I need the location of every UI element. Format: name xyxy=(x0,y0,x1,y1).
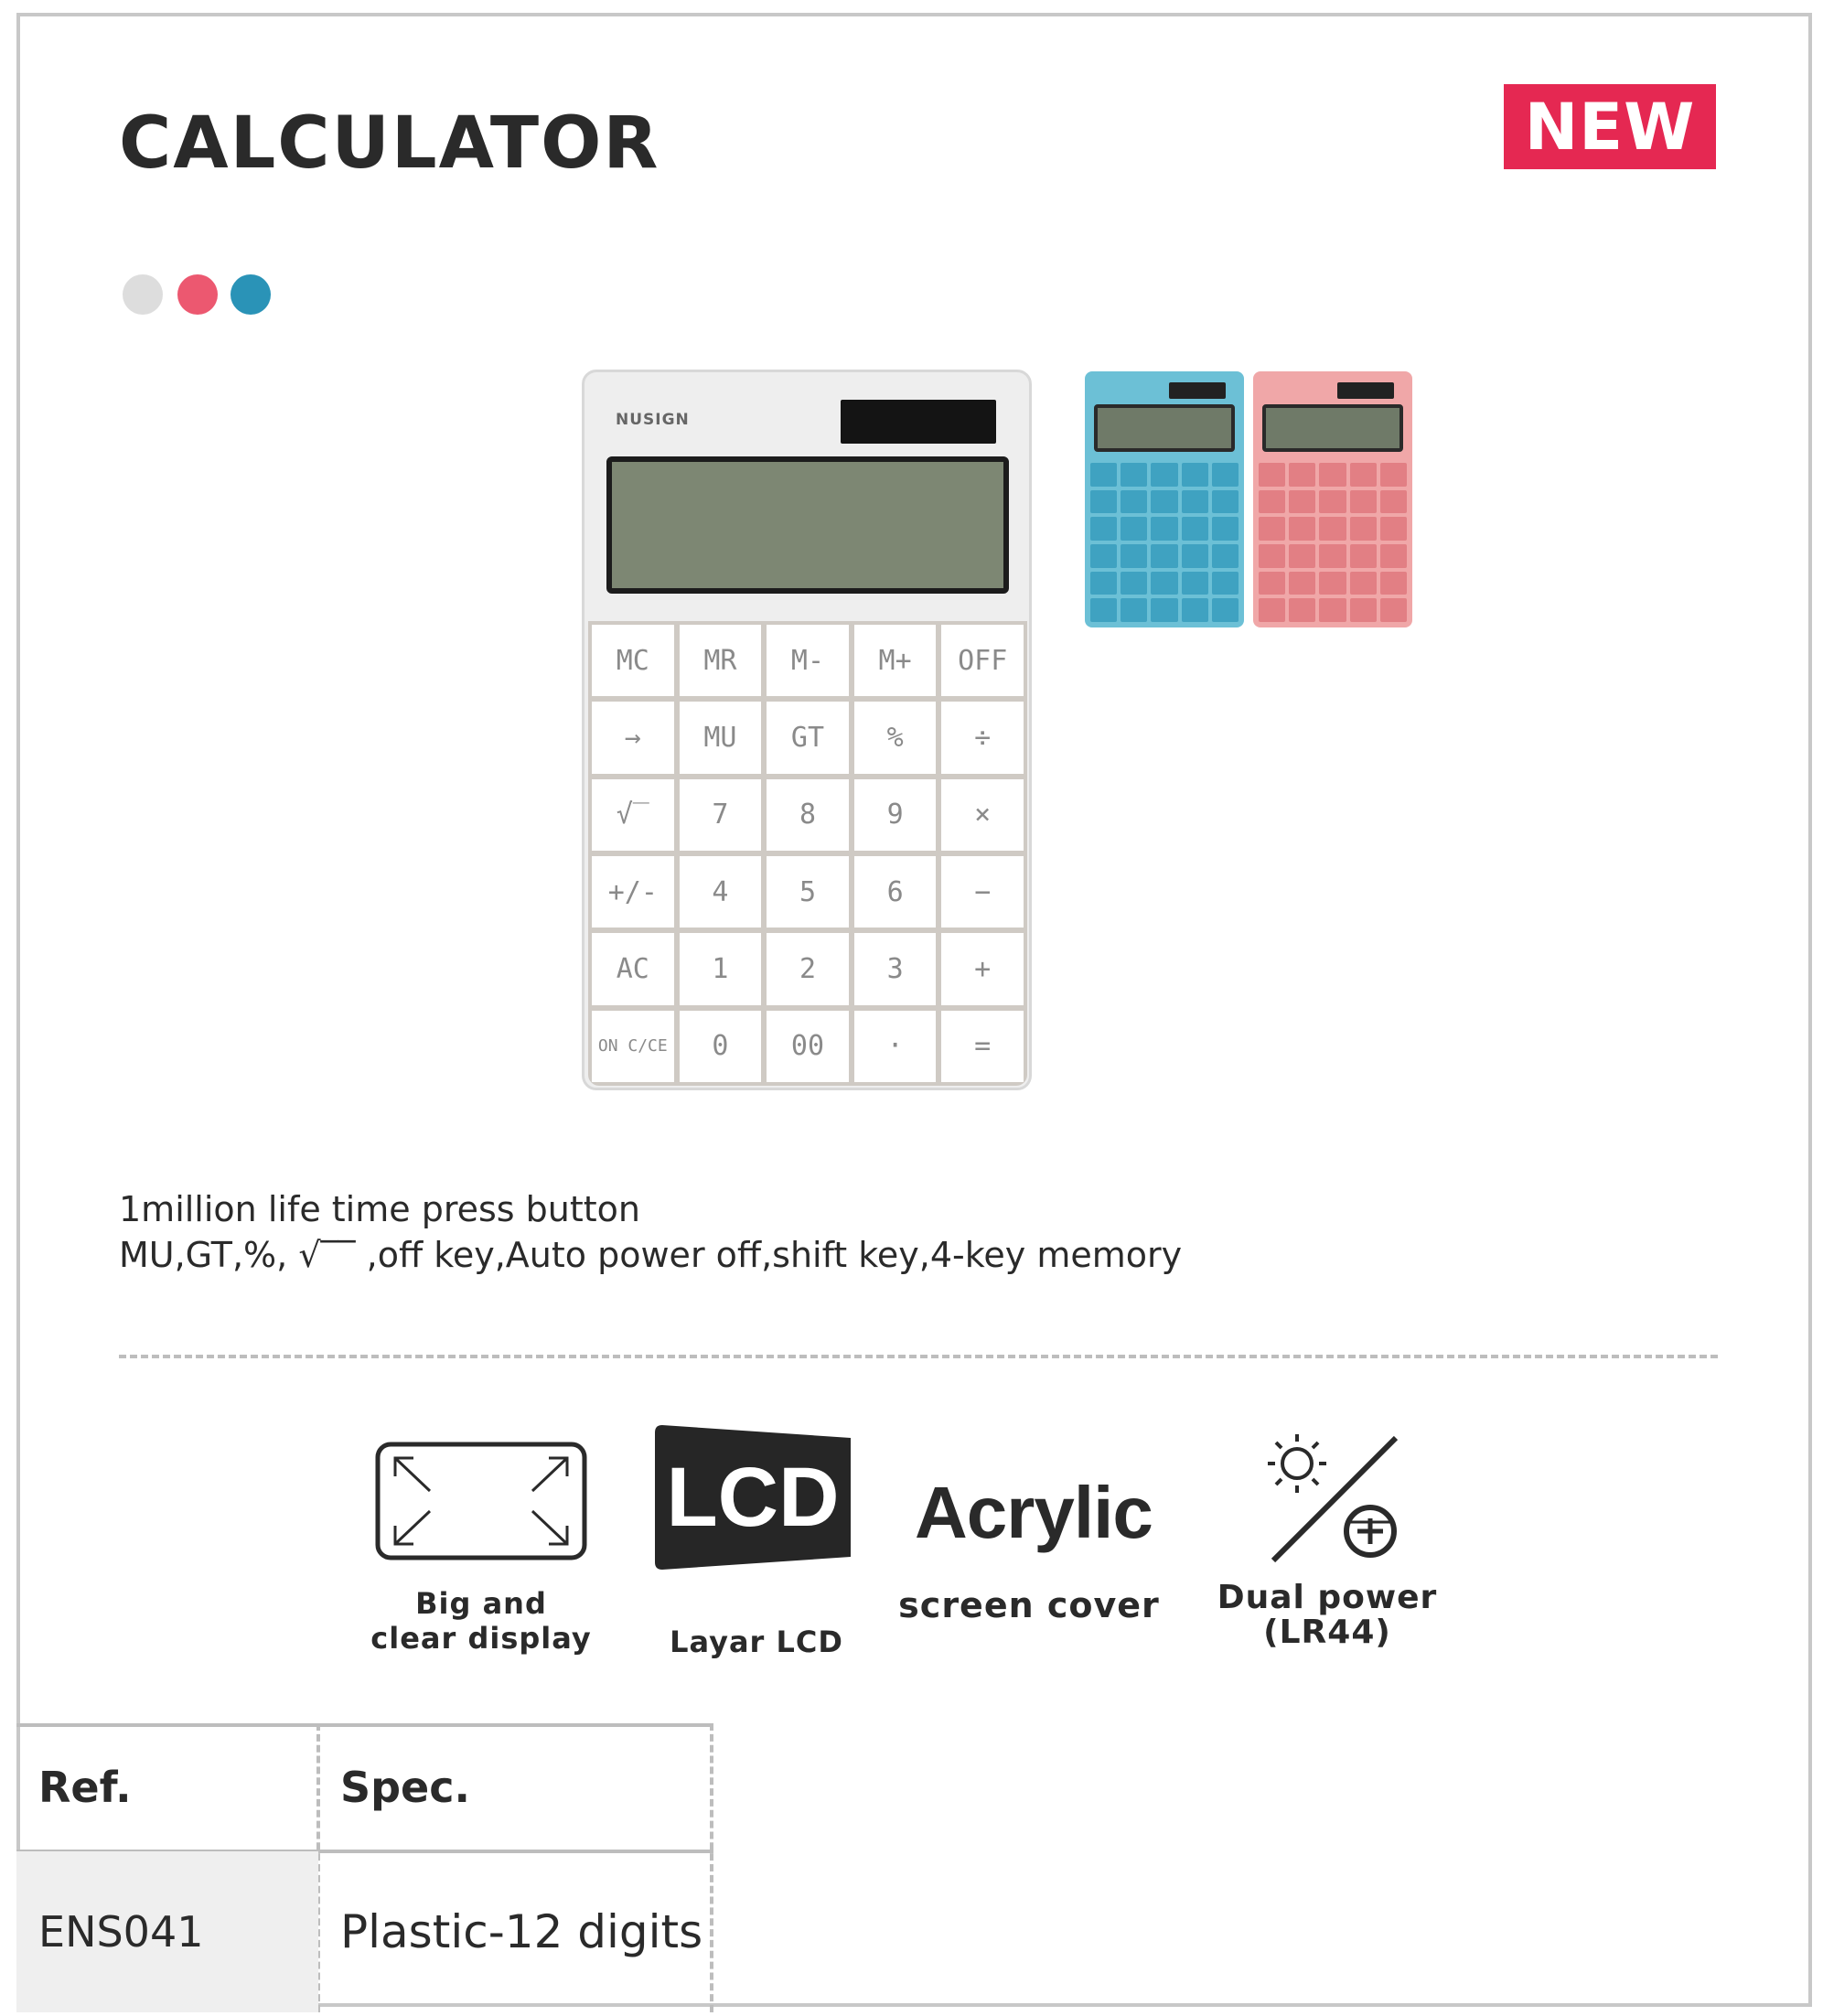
mini-key xyxy=(1182,544,1208,568)
mini-key xyxy=(1121,544,1147,568)
mini-key xyxy=(1090,598,1117,622)
ref-value: ENS041 xyxy=(16,1851,318,2012)
mini-key xyxy=(1319,490,1346,514)
calculator-key: +/- xyxy=(592,856,674,928)
mini-key xyxy=(1090,517,1117,541)
mini-key xyxy=(1121,517,1147,541)
calculator-key: OFF xyxy=(941,625,1024,696)
description-line-1: 1million life time press button xyxy=(119,1189,641,1229)
mini-key xyxy=(1212,463,1239,487)
mini-key xyxy=(1212,572,1239,595)
mini-key xyxy=(1090,572,1117,595)
color-swatch-blue[interactable] xyxy=(231,274,271,315)
mini-key xyxy=(1319,598,1346,622)
mini-key xyxy=(1090,544,1117,568)
calculator-key: − xyxy=(941,856,1024,928)
mini-key xyxy=(1380,517,1407,541)
calculator-key: 5 xyxy=(767,856,849,928)
mini-key xyxy=(1319,572,1346,595)
spec-table xyxy=(16,1723,713,2012)
solar-panel xyxy=(841,400,996,444)
solar-panel xyxy=(1337,382,1394,399)
mini-key xyxy=(1259,598,1285,622)
mini-key xyxy=(1289,490,1315,514)
mini-key xyxy=(1212,490,1239,514)
mini-key xyxy=(1289,517,1315,541)
mini-key xyxy=(1350,598,1377,622)
calculator-pink-variant xyxy=(1253,371,1412,627)
calculator-key: 6 xyxy=(854,856,937,928)
expand-display-icon xyxy=(375,1442,587,1560)
dual-power-icon xyxy=(1253,1423,1409,1564)
mini-key xyxy=(1380,572,1407,595)
color-swatch-grey[interactable] xyxy=(123,274,163,315)
mini-key xyxy=(1350,463,1377,487)
calculator-key: 1 xyxy=(680,933,762,1004)
feature-display-label xyxy=(359,1586,604,1656)
calculator-key: GT xyxy=(767,702,849,773)
lcd-icon xyxy=(655,1425,851,1570)
mini-key xyxy=(1090,490,1117,514)
mini-key xyxy=(1289,463,1315,487)
mini-key xyxy=(1259,544,1285,568)
mini-key xyxy=(1182,598,1208,622)
calculator-key: MR xyxy=(680,625,762,696)
lcd-icon-text: LCD xyxy=(666,1450,840,1544)
calculator-brand: NUSIGN xyxy=(616,411,690,429)
mini-key xyxy=(1289,598,1315,622)
mini-key xyxy=(1151,572,1177,595)
mini-key xyxy=(1121,598,1147,622)
calculator-key: AC xyxy=(592,933,674,1004)
calculator-key: × xyxy=(941,779,1024,851)
mini-key xyxy=(1090,463,1117,487)
mini-key xyxy=(1212,544,1239,568)
feature-power-label xyxy=(1213,1581,1442,1650)
calculator-key: 7 xyxy=(680,779,762,851)
calculator-key: 4 xyxy=(680,856,762,928)
calculator-key: M+ xyxy=(854,625,937,696)
new-badge: NEW xyxy=(1504,84,1716,169)
mini-key xyxy=(1350,517,1377,541)
calculator-screen xyxy=(1262,404,1403,452)
feature-acrylic-label: screen cover xyxy=(898,1585,1160,1625)
mini-key xyxy=(1151,544,1177,568)
calculator-key: · xyxy=(854,1011,937,1082)
calculator-key: % xyxy=(854,702,937,773)
mini-key xyxy=(1350,490,1377,514)
calculator-key: MC xyxy=(592,625,674,696)
mini-key xyxy=(1380,490,1407,514)
calculator-key: ON C/CE xyxy=(592,1011,674,1082)
mini-key xyxy=(1350,544,1377,568)
mini-key xyxy=(1380,463,1407,487)
mini-key xyxy=(1151,463,1177,487)
mini-key xyxy=(1259,572,1285,595)
calculator-screen xyxy=(1094,404,1235,452)
calculator-screen xyxy=(606,456,1009,594)
calculator-key: + xyxy=(941,933,1024,1004)
calculator-key: = xyxy=(941,1011,1024,1082)
calculator-key: 00 xyxy=(767,1011,849,1082)
mini-key xyxy=(1121,572,1147,595)
mini-key xyxy=(1182,463,1208,487)
mini-key xyxy=(1319,544,1346,568)
mini-key xyxy=(1319,463,1346,487)
calculator-key: 0 xyxy=(680,1011,762,1082)
mini-key xyxy=(1380,544,1407,568)
dashed-divider xyxy=(119,1355,1718,1358)
calculator-key: 3 xyxy=(854,933,937,1004)
page-title: CALCULATOR xyxy=(119,102,660,185)
mini-key xyxy=(1151,517,1177,541)
acrylic-word: Acrylic xyxy=(915,1472,1153,1553)
feature-power-line-1: Dual power xyxy=(1217,1579,1438,1616)
mini-key xyxy=(1259,517,1285,541)
mini-key xyxy=(1182,490,1208,514)
calculator-keypad xyxy=(1090,463,1239,622)
mini-key xyxy=(1151,598,1177,622)
calculator-key: → xyxy=(592,702,674,773)
mini-key xyxy=(1121,463,1147,487)
mini-key xyxy=(1319,517,1346,541)
mini-key xyxy=(1212,517,1239,541)
description-line-2: MU,GT,%, √‾‾ ,off key,Auto power off,shift key,4-key memory xyxy=(119,1235,1183,1275)
calculator-key: 8 xyxy=(767,779,849,851)
color-swatch-pink[interactable] xyxy=(177,274,218,315)
calculator-image xyxy=(582,370,1032,1090)
feature-lcd-label: Layar LCD xyxy=(670,1625,843,1659)
calculator-key: √‾ xyxy=(592,779,674,851)
calculator-keypad xyxy=(1259,463,1407,622)
calculator-key: 9 xyxy=(854,779,937,851)
mini-key xyxy=(1289,544,1315,568)
mini-key xyxy=(1182,517,1208,541)
feature-power-line-2: (LR44) xyxy=(1263,1614,1391,1651)
mini-key xyxy=(1182,572,1208,595)
solar-panel xyxy=(1169,382,1226,399)
spec-header: Spec. xyxy=(340,1763,470,1812)
calculator-key: ÷ xyxy=(941,702,1024,773)
feature-display-line-2: clear display xyxy=(370,1621,592,1656)
mini-key xyxy=(1350,572,1377,595)
mini-key xyxy=(1289,572,1315,595)
mini-key xyxy=(1259,490,1285,514)
calculator-key: MU xyxy=(680,702,762,773)
ref-header: Ref. xyxy=(38,1763,132,1812)
spec-value: Plastic-12 digits xyxy=(340,1905,703,1958)
calculator-blue-variant xyxy=(1085,371,1244,627)
calculator-keypad xyxy=(588,621,1027,1086)
calculator-key: M- xyxy=(767,625,849,696)
calculator-key: 2 xyxy=(767,933,849,1004)
feature-display-line-1: Big and xyxy=(415,1586,547,1621)
mini-key xyxy=(1121,490,1147,514)
mini-key xyxy=(1151,490,1177,514)
mini-key xyxy=(1212,598,1239,622)
mini-key xyxy=(1259,463,1285,487)
mini-key xyxy=(1380,598,1407,622)
